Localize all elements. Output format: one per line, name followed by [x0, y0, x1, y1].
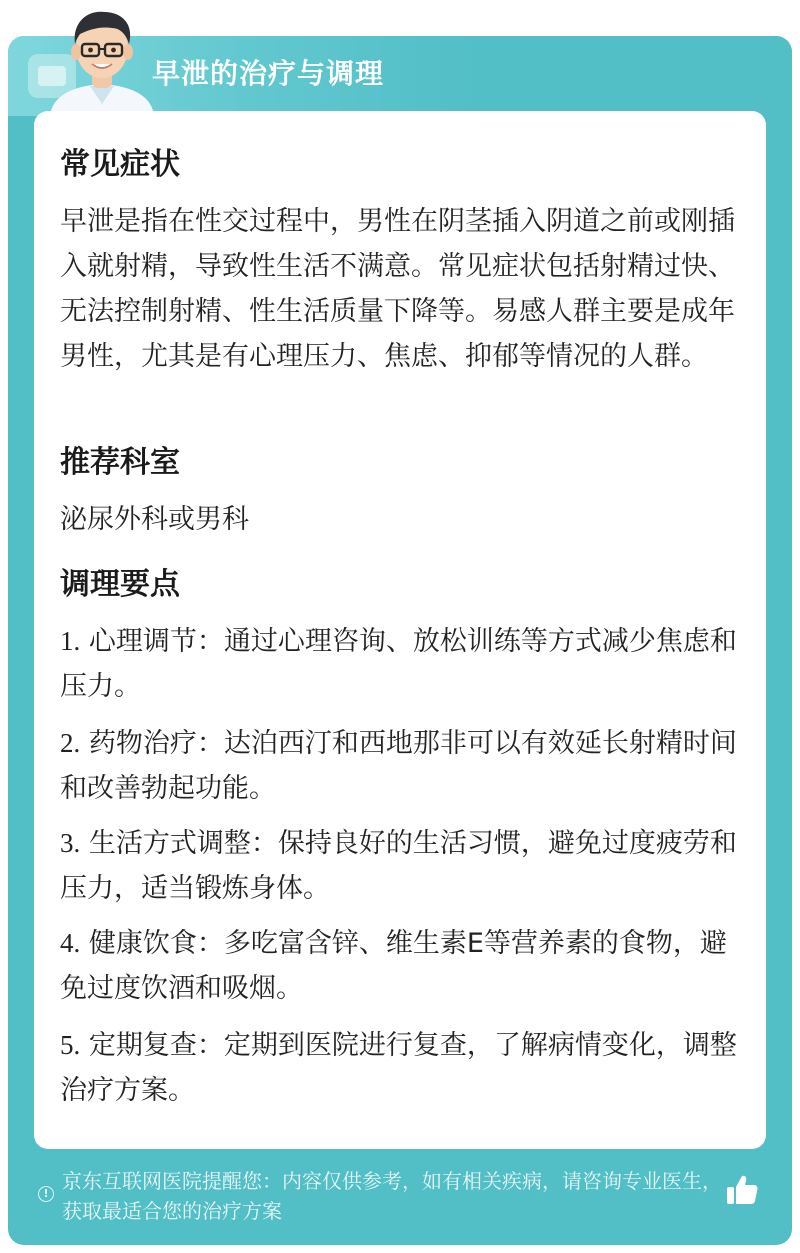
section-heading-care: 调理要点 [60, 567, 180, 602]
care-item-number: 2. [60, 728, 81, 758]
disclaimer-text: 京东互联网医院提醒您：内容仅供参考，如有相关疾病，请咨询专业医生，获取最适合您的治疗方案 [62, 1169, 722, 1223]
care-item-text: 心理调节：通过心理咨询、放松训练等方式减少焦虑和压力。 [60, 626, 737, 702]
care-item-number: 1. [60, 626, 81, 656]
care-item-number: 3. [60, 828, 81, 858]
doctor-avatar [42, 4, 162, 116]
care-item-number: 4. [60, 928, 81, 958]
care-item [60, 1023, 744, 1113]
care-item [60, 721, 744, 811]
care-item-number: 5. [60, 1030, 81, 1060]
care-item [60, 619, 744, 709]
page-title: 早泄的治疗与调理 [152, 57, 385, 90]
section-heading-symptoms: 常见症状 [60, 147, 180, 182]
care-item-text: 药物治疗：达泊西汀和西地那非可以有效延长射精时间和改善勃起功能。 [60, 728, 737, 804]
care-item-text: 定期复查：定期到医院进行复查，了解病情变化，调整治疗方案。 [60, 1030, 737, 1106]
care-item [60, 821, 744, 911]
content-card [34, 111, 766, 1149]
care-item-text: 健康饮食：多吃富含锌、维生素E等营养素的食物，避免过度饮酒和吸烟。 [60, 928, 727, 1004]
care-item-text: 生活方式调整：保持良好的生活习惯，避免过度疲劳和压力，适当锻炼身体。 [60, 828, 737, 904]
department-text: 泌尿外科或男科 [60, 504, 249, 535]
symptoms-text: 早泄是指在性交过程中，男性在阴茎插入阴道之前或刚插入就射精，导致性生活不满意。常见症状包括射精过快、无法控制射精、性生活质量下降等。易感人群主要是成年男性，尤其是有心理压力、焦虑、抑郁等情况的人群。 [60, 206, 735, 372]
care-item [60, 921, 744, 1011]
info-icon: ! [38, 1186, 54, 1202]
section-heading-department: 推荐科室 [60, 445, 180, 480]
thumbs-up-icon[interactable] [724, 1172, 760, 1208]
